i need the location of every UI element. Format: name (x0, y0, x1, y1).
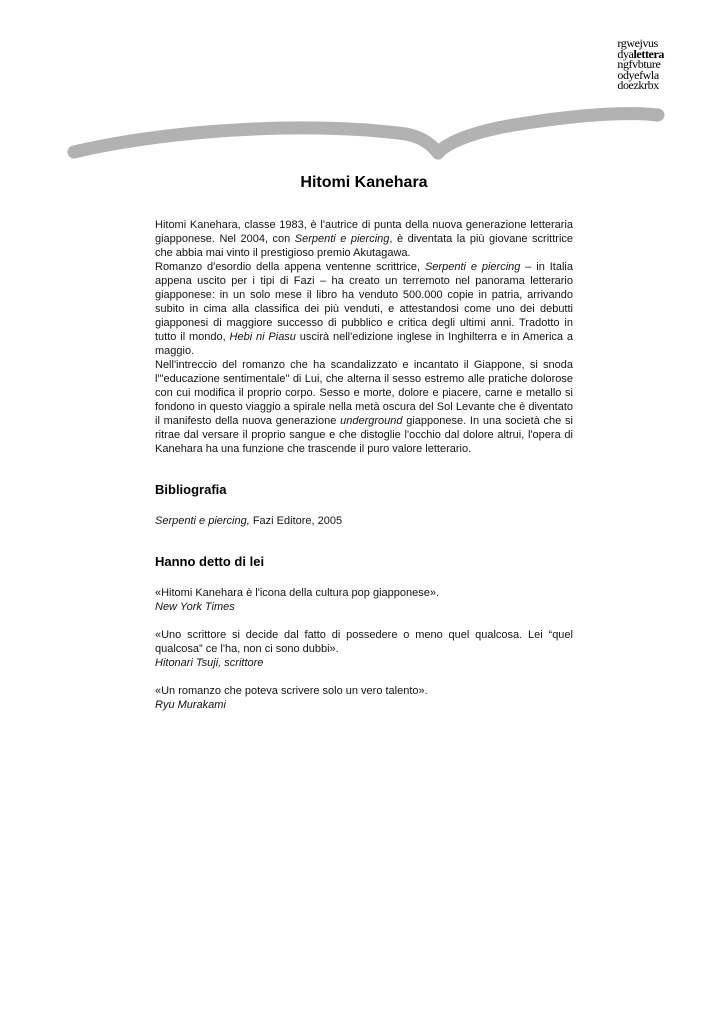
open-book-swoosh-graphic (58, 98, 670, 170)
page-title: Hitomi Kanehara (300, 174, 428, 191)
quote-source: New York Times (155, 601, 235, 613)
author-bio-paragraph: Romanzo d'esordio della appena ventenne scrittrice, Serpenti e piercing – in Italia appena uscito per i tipi di Fazi – ha creato un terremoto nel panorama letterario giapponese: in un solo mese il libro ha venduto 500.000 copie in patria, arrivando subito in cima alla classifica dei più venduti, e attestandosi come uno dei debutti giapponesi di maggiore successo di pubblico e critica degli ultimi anni. Tradotto in tutto il mondo, Hebi ni Piasu uscirà nell'edizione inglese in Inghilterra e in America a maggio. (155, 261, 573, 357)
logo-line: doezkrbx (617, 78, 659, 92)
quote (155, 684, 573, 712)
bibliography-entry: Serpenti e piercing, Fazi Editore, 2005 (155, 515, 343, 527)
section-heading-bibliografia: Bibliografia (155, 482, 227, 497)
quote-text: «Un romanzo che poteva scrivere solo un vero talento». (155, 685, 428, 697)
author-bio-paragraph: Hitomi Kanehara, classe 1983, è l'autrice di punta della nuova generazione letteraria giapponese. Nel 2004, con Serpenti e piercing, è diventata la più giovane scrittrice che abbia mai vinto il prestigioso premio Akutagawa. (155, 219, 574, 259)
press-quotes (155, 586, 573, 712)
quote-source: Ryu Murakami (155, 699, 226, 711)
logo-line: ngfvbture (617, 57, 661, 71)
quote (155, 586, 573, 614)
logo-line: odyefwla (617, 67, 659, 82)
section-heading-hanno-detto-di-lei: Hanno detto di lei (155, 554, 265, 569)
quote-source: Hitonari Tsuji, scrittore (155, 657, 264, 669)
logo-line: dyalettera (617, 46, 664, 61)
author-bio-paragraph: Nell'intreccio del romanzo che ha scandalizzato e incantato il Giappone, si snoda l'"educazione sentimentale" di Lui, che alterna il sesso estremo alle pratiche dolorose con cui modifica il proprio corpo. Sesso e morte, dolore e piacere, carne e metallo si fondono in questo viaggio a spirale nella metà oscura del Sol Levante che è diventato il manifesto della nuova generazione underground giapponese. In una società che si ritrae dal versare il proprio sangue e che distoglie l'occhio dal dolore altrui, l'opera di Kanehara ha una funzione che trascende il puro valore letterario. (155, 359, 573, 455)
quote-text: «Uno scrittore si decide dal fatto di possedere o meno quel qualcosa. Lei “quel qualcosa” ce l'ha, non ci sono dubbi». (155, 629, 573, 655)
quote (155, 628, 573, 670)
quote-text: «Hitomi Kanehara è l'icona della cultura pop giapponese». (155, 587, 440, 599)
main-content (155, 176, 573, 726)
logo-line: rgwejvus (617, 36, 658, 50)
author-bio (155, 218, 573, 456)
publisher-logo (617, 38, 664, 91)
